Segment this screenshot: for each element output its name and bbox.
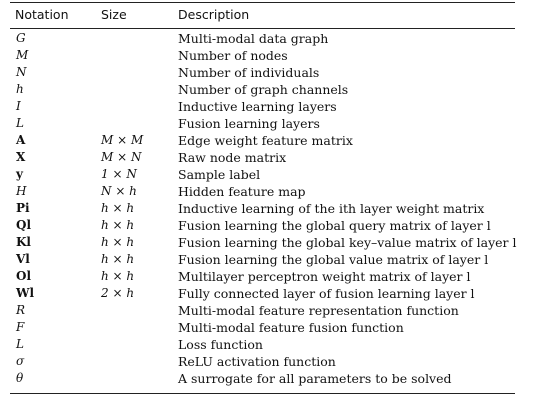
table-row <box>0 115 536 132</box>
notation-cell: X <box>16 150 26 164</box>
table-header-rule <box>10 28 515 29</box>
description-cell: Loss function <box>178 337 263 352</box>
description-cell: Fusion learning layers <box>178 116 320 131</box>
header-notation: Notation <box>15 7 69 22</box>
notation-cell: A <box>16 133 26 147</box>
description-cell: Fully connected layer of fusion learning layer l <box>178 286 475 301</box>
notation-cell: y <box>16 167 23 181</box>
notation-cell: L <box>16 337 24 351</box>
notation-cell: M <box>16 48 29 62</box>
table-row <box>0 217 536 234</box>
table-row <box>0 98 536 115</box>
description-cell: Multi-modal feature representation function <box>178 303 459 318</box>
size-cell: h × h <box>101 252 135 266</box>
table-row <box>0 149 536 166</box>
notation-cell: R <box>16 303 26 317</box>
size-cell: h × h <box>101 201 135 215</box>
notation-cell: I <box>16 99 21 113</box>
table-row <box>0 370 536 387</box>
description-cell: Number of nodes <box>178 48 288 63</box>
notation-cell: Ql <box>16 218 32 232</box>
notation-cell: σ <box>16 354 25 368</box>
size-cell: h × h <box>101 269 135 283</box>
description-cell: Sample label <box>178 167 261 182</box>
description-cell: Multilayer perceptron weight matrix of layer l <box>178 269 471 284</box>
description-cell: Number of graph channels <box>178 82 349 97</box>
table-row <box>0 166 536 183</box>
description-cell: Fusion learning the global value matrix of layer l <box>178 252 489 267</box>
table-bottom-rule <box>10 393 515 394</box>
description-cell: Multi-modal data graph <box>178 31 329 46</box>
description-cell: ReLU activation function <box>178 354 336 369</box>
size-cell: 2 × h <box>101 286 135 300</box>
notation-cell: N <box>16 65 27 79</box>
notation-cell: h <box>16 82 24 96</box>
table-row <box>0 302 536 319</box>
table-header <box>0 5 536 25</box>
table-body <box>0 30 536 387</box>
table-row <box>0 234 536 251</box>
notation-cell: Pi <box>16 201 30 215</box>
table-row <box>0 64 536 81</box>
table-row <box>0 183 536 200</box>
table-row <box>0 336 536 353</box>
description-cell: Inductive learning of the ith layer weight matrix <box>178 201 485 216</box>
description-cell: Hidden feature map <box>178 184 306 199</box>
table-row <box>0 30 536 47</box>
size-cell: M × N <box>101 150 142 164</box>
size-cell: h × h <box>101 218 135 232</box>
description-cell: Fusion learning the global query matrix of layer l <box>178 218 491 233</box>
description-cell: Inductive learning layers <box>178 99 337 114</box>
notation-cell: Ol <box>16 269 32 283</box>
size-cell: M × M <box>101 133 144 147</box>
table-row <box>0 353 536 370</box>
size-cell: h × h <box>101 235 135 249</box>
notation-cell: G <box>16 31 26 45</box>
notation-cell: L <box>16 116 24 130</box>
table-row <box>0 47 536 64</box>
notation-cell: Wl <box>16 286 35 300</box>
table-row <box>0 251 536 268</box>
description-cell: Number of individuals <box>178 65 320 80</box>
table-top-rule <box>10 2 515 3</box>
description-cell: A surrogate for all parameters to be solved <box>178 371 452 386</box>
table-row <box>0 200 536 217</box>
size-cell: 1 × N <box>101 167 137 181</box>
description-cell: Edge weight feature matrix <box>178 133 353 148</box>
notation-cell: θ <box>16 371 24 385</box>
table-row <box>0 268 536 285</box>
description-cell: Multi-modal feature fusion function <box>178 320 404 335</box>
notation-cell: H <box>16 184 27 198</box>
header-size: Size <box>101 7 127 22</box>
description-cell: Fusion learning the global key–value matrix of layer l <box>178 235 517 250</box>
table-row <box>0 319 536 336</box>
table-row <box>0 81 536 98</box>
size-cell: N × h <box>101 184 137 198</box>
notation-cell: Vl <box>16 252 30 266</box>
notation-cell: Kl <box>16 235 31 249</box>
header-description: Description <box>178 7 250 22</box>
notation-cell: F <box>16 320 25 334</box>
description-cell: Raw node matrix <box>178 150 287 165</box>
table-row <box>0 132 536 149</box>
table-row <box>0 285 536 302</box>
